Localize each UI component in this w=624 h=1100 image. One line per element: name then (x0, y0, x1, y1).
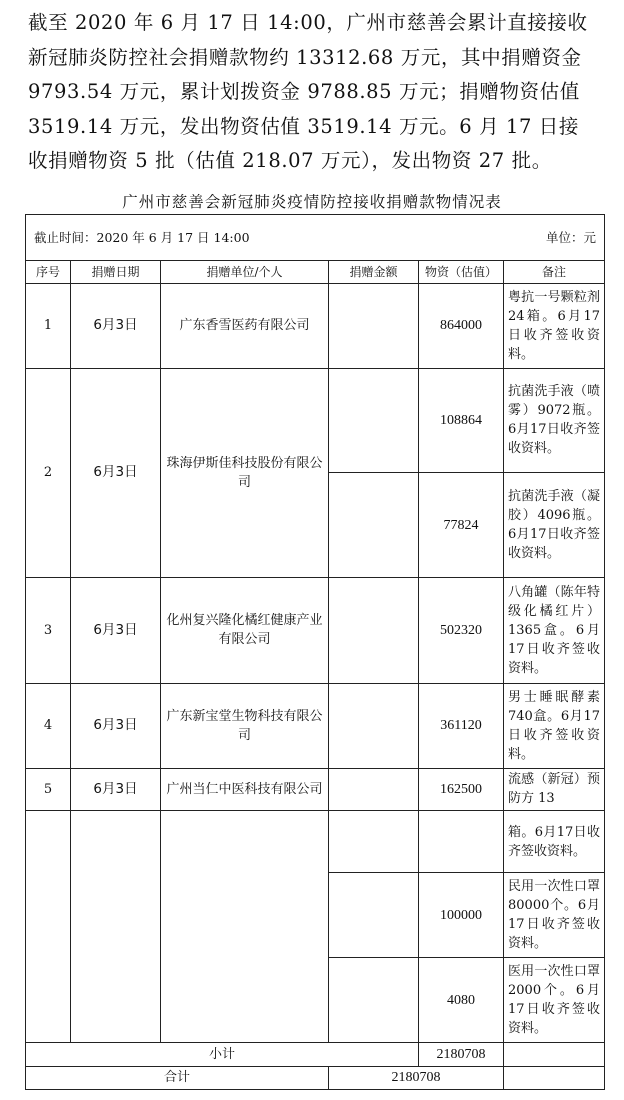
table-title: 广州市慈善会新冠肺炎疫情防控接收捐赠款物情况表 (122, 193, 502, 211)
goods-cell: 864000 (419, 284, 504, 368)
goods-cell: 502320 (419, 578, 504, 683)
note-cell: 流感（新冠）预防方 13 (504, 768, 605, 810)
amount-cell (329, 768, 419, 810)
header-goods: 物资（估值） (419, 261, 504, 284)
total-label: 合计 (26, 1066, 329, 1089)
total-value: 2180708 (329, 1066, 504, 1089)
table-row (26, 811, 605, 873)
note-cell: 箱。6月17日收齐签收资料。 (504, 811, 605, 873)
subtotal-row (26, 1042, 605, 1066)
goods-cell (419, 811, 504, 873)
amount-cell (329, 578, 419, 683)
donor-cell: 珠海伊斯佳科技股份有限公司 (161, 368, 329, 578)
date-cell-continued (71, 811, 161, 1043)
date-cell: 6月3日 (71, 683, 161, 768)
note-cell: 抗菌洗手液（喷雾）9072瓶。6月17日收齐签收资料。 (504, 368, 605, 472)
date-cell: 6月3日 (71, 768, 161, 810)
seq-cell: 2 (26, 368, 71, 578)
seq-cell: 4 (26, 683, 71, 768)
table-row (26, 768, 605, 810)
goods-cell: 108864 (419, 368, 504, 472)
amount-cell (329, 284, 419, 368)
total-row (26, 1066, 605, 1089)
donation-table (25, 214, 605, 1090)
date-cell: 6月3日 (71, 578, 161, 683)
seq-cell: 5 (26, 768, 71, 810)
amount-cell (329, 683, 419, 768)
table-meta-row (26, 215, 605, 261)
amount-cell (329, 368, 419, 472)
donor-cell: 广东新宝堂生物科技有限公司 (161, 683, 329, 768)
note-cell: 八角罐（陈年特级化橘红片）1365盒。6月17日收齐签收资料。 (504, 578, 605, 683)
goods-cell: 4080 (419, 958, 504, 1042)
note-cell: 男士睡眠酵素740盒。6月17日收齐签收资料。 (504, 683, 605, 768)
donor-cell: 广东香雪医药有限公司 (161, 284, 329, 368)
seq-cell: 3 (26, 578, 71, 683)
intro-paragraph: 截至 2020 年 6 月 17 日 14:00，广州市慈善会累计直接接收新冠肺炎防控社会捐赠款物约 13312.68 万元，其中捐赠资金 9793.54 万元，累计划拨资金 9788.85 万元；捐赠物资估值 3519.14 万元，发出物资估值 3519.14 万元。6 月 17 日接收捐赠物资 5 批（估值 218.07 万元），发出物资 27 批。 (28, 11, 588, 172)
header-note: 备注 (504, 261, 605, 284)
seq-cell-continued (26, 811, 71, 1043)
table-row (26, 683, 605, 768)
goods-cell: 77824 (419, 472, 504, 577)
subtotal-value: 2180708 (419, 1042, 504, 1066)
note-cell: 抗菌洗手液（凝胶）4096瓶。6月17日收齐签收资料。 (504, 472, 605, 577)
donor-cell: 广州当仁中医科技有限公司 (161, 768, 329, 810)
header-donor: 捐赠单位/个人 (161, 261, 329, 284)
note-cell: 医用一次性口罩 2000个。6月17日收齐签收资料。 (504, 958, 605, 1042)
goods-cell: 361120 (419, 683, 504, 768)
amount-cell (329, 472, 419, 577)
subtotal-label: 小计 (26, 1042, 419, 1066)
amount-cell (329, 873, 419, 958)
donor-cell: 化州复兴隆化橘红健康产业有限公司 (161, 578, 329, 683)
amount-cell (329, 958, 419, 1042)
cutoff-time: 截止时间：2020 年 6 月 17 日 14:00 (34, 230, 250, 246)
amount-cell (329, 811, 419, 873)
total-note (504, 1066, 605, 1089)
table-row (26, 578, 605, 683)
date-cell: 6月3日 (71, 284, 161, 368)
subtotal-note (504, 1042, 605, 1066)
goods-cell: 100000 (419, 873, 504, 958)
table-row (26, 284, 605, 368)
note-cell: 民用一次性口罩 80000个。6月17日收齐签收资料。 (504, 873, 605, 958)
note-cell: 粤抗一号颗粒剂24箱。6月17日收齐签收资料。 (504, 284, 605, 368)
table-row (26, 368, 605, 472)
header-date: 捐赠日期 (71, 261, 161, 284)
table-header-row (26, 261, 605, 284)
goods-cell: 162500 (419, 768, 504, 810)
header-seq: 序号 (26, 261, 71, 284)
header-amount: 捐赠金额 (329, 261, 419, 284)
seq-cell: 1 (26, 284, 71, 368)
unit-label: 单位：元 (545, 230, 596, 246)
date-cell: 6月3日 (71, 368, 161, 578)
donor-cell-continued (161, 811, 329, 1043)
